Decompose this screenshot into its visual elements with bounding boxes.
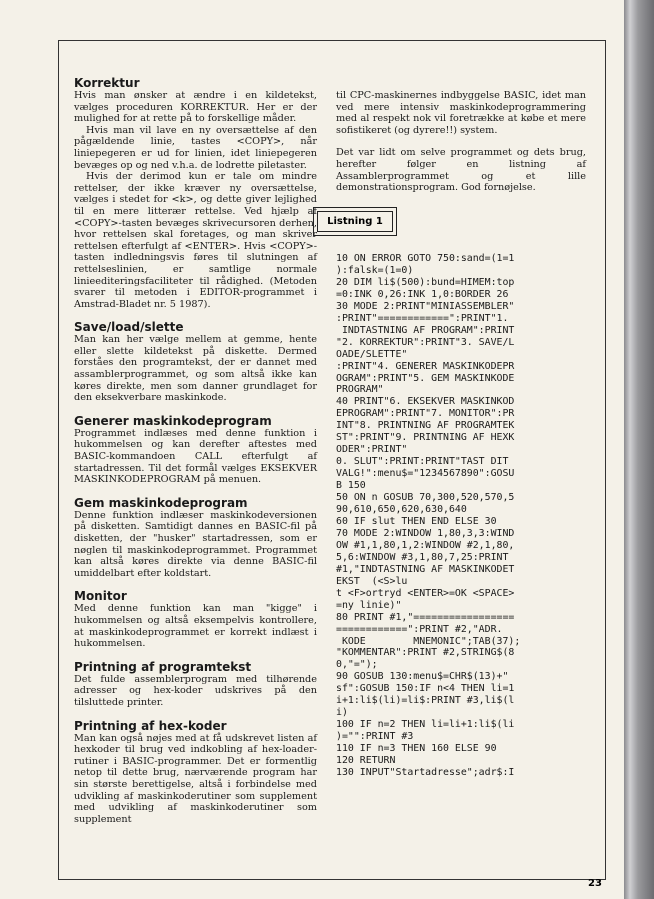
paragraph: Det fulde assemblerprogram med tilhørende adresser og hex-koder udskrives på den tilsluttede printer. bbox=[74, 673, 317, 708]
code-line: 110 IF n=3 THEN 160 ELSE 90 bbox=[336, 743, 497, 755]
paragraph: Det var lidt om selve programmet og dets brug, herefter følger en listning af Assamblerprogrammet og et lille demonstrationsprogram. God fornøjelse. bbox=[336, 147, 586, 194]
code-line: B 150 bbox=[336, 480, 366, 492]
code-line: 90 GOSUB 130:menu$=CHR$(13)+" bbox=[336, 671, 509, 683]
code-line: 130 INPUT"Startadresse";adr$:I bbox=[336, 766, 515, 778]
code-line: OW #1,1,80,1,2:WINDOW #2,1,80, bbox=[336, 539, 515, 551]
code-line: 40 PRINT"6. EKSEKVER MASKINKOD bbox=[336, 396, 515, 408]
section-heading: Generer maskinkodeprogram bbox=[74, 413, 272, 428]
code-line: OADE/SLETTE" bbox=[336, 348, 408, 360]
paragraph: Hvis man vil lave en ny oversættelse af den pågældende linie, tastes <COPY>, når liniepegeren er ud for linien, idet liniepegeren bevæges op og ned v.h.a. de lodrette piletaster. bbox=[74, 124, 317, 171]
code-line: INT"8. PRINTNING AF PROGRAMTEK bbox=[336, 420, 515, 432]
code-line: EPROGRAM":PRINT"7. MONITOR":PR bbox=[336, 408, 515, 420]
section-heading: Save/load/slette bbox=[74, 320, 184, 335]
code-line: 0,"="); bbox=[336, 659, 378, 671]
paragraph: Med denne funktion kan man "kigge" i hukommelsen og altså eksempelvis kontrollere, at maskinkodeprogrammet er korrekt indlæst i hukommelsen. bbox=[74, 603, 317, 650]
code-line: =ny linie)" bbox=[336, 599, 402, 611]
listing-title-box bbox=[313, 207, 397, 236]
code-line: 120 RETURN bbox=[336, 755, 396, 767]
code-line: 10 ON ERROR GOTO 750:sand=(1=1 bbox=[336, 253, 515, 264]
left-column bbox=[74, 76, 317, 835]
section-heading: Monitor bbox=[74, 589, 127, 604]
section-gem bbox=[74, 496, 317, 580]
code-line: 90,610,650,620,630,640 bbox=[336, 504, 467, 516]
code-line: "2. KORREKTUR":PRINT"3. SAVE/L bbox=[336, 336, 515, 348]
code-line: #1,"INDTASTNING AF MASKINKODET bbox=[336, 563, 515, 575]
paragraph: Hvis der derimod kun er tale om mindre rettelser, der ikke kræver ny oversættelse, vælges i stedet for <k>, og dette giver lejlighed til en mere litterær rettelse. Ved hjælp af <COPY>-tasten bevæges skrivecursoren derhen, hvor rettelsen skal foretages, og man skriver rettelsen efterfulgt af <ENTER>. Hvis <COPY>-tasten indledningsvis føres til slutningen af rettelseslinien, er samtlige normale linieediteringsfaciliteter til rådighed. (Metoden svarer til metoden i EDITOR-programmet i Amstrad-Bladet nr. 5 1987). bbox=[74, 171, 317, 310]
binding-edge bbox=[624, 0, 654, 899]
code-line: "KOMMENTAR":PRINT #2,STRING$(8 bbox=[336, 647, 515, 659]
section-print-hex bbox=[74, 719, 317, 826]
code-line: 80 PRINT #1,"================= bbox=[336, 611, 515, 623]
code-line: :PRINT"============":PRINT"1. bbox=[336, 312, 509, 324]
section-heading: Korrektur bbox=[74, 76, 140, 90]
code-line: ST":PRINT"9. PRINTNING AF HEXK bbox=[336, 432, 515, 444]
code-line: INDTASTNING AF PROGRAM":PRINT bbox=[336, 324, 515, 336]
code-line: i+1:li$(li)=li$:PRINT #3,li$(l bbox=[336, 695, 515, 707]
section-save-load bbox=[74, 320, 317, 404]
paragraph: Man kan også nøjes med at få udskrevet listen af hexkoder til brug ved indkobling af hex-loader-rutiner i BASIC-programmer. Det er formentlig netop til dette brug, nærværende program har sin største berettigelse, altså i forbindelse med udvikling af maskinkoderutiner som supplement med udvikling af maskinkoderutiner som supplement bbox=[74, 732, 317, 825]
code-line: sf":GOSUB 150:IF n<4 THEN li=1 bbox=[336, 683, 515, 695]
code-line: 60 IF slut THEN END ELSE 30 bbox=[336, 515, 497, 527]
code-line: :PRINT"4. GENERER MASKINKODEPR bbox=[336, 360, 515, 372]
section-korrektur bbox=[74, 76, 317, 310]
paragraph: Denne funktion indlæser maskinkodeversionen på disketten. Samtidigt dannes en BASIC-fil på disketten, der "husker" startadressen, som er nøglen til maskinkodeprogrammet. Programmet kan altså køres direkte via denne BASIC-fil umiddelbart efter koldstart. bbox=[74, 509, 317, 579]
code-line: KODE MNEMONIC";TAB(37); bbox=[336, 635, 521, 647]
section-generer bbox=[74, 414, 317, 486]
code-line: ============":PRINT #2,"ADR. bbox=[336, 623, 503, 635]
code-line: 50 ON n GOSUB 70,300,520,570,5 bbox=[336, 492, 515, 504]
code-line: t <F>ortryd <ENTER>=OK <SPACE> bbox=[336, 587, 515, 599]
section-heading: Printning af programtekst bbox=[74, 659, 252, 674]
code-line: ODER":PRINT" bbox=[336, 444, 408, 456]
section-monitor bbox=[74, 589, 317, 649]
code-line: 70 MODE 2:WINDOW 1,80,3,3:WIND bbox=[336, 527, 515, 539]
code-listing bbox=[336, 253, 596, 779]
section-heading: Gem maskinkodeprogram bbox=[74, 495, 248, 510]
page-number: 23 bbox=[588, 878, 602, 889]
paragraph: Programmet indlæses med denne funktion i hukommelsen og kan derefter aftestes med BASIC-kommandoen CALL efterfulgt af startadressen. Til det formål vælges EKSEKVER MASKINKODEPROGRAM på menuen. bbox=[74, 427, 317, 486]
code-line: i) bbox=[336, 707, 348, 719]
code-line: 100 IF n=2 THEN li=li+1:li$(li bbox=[336, 719, 515, 731]
code-line: 0. SLUT":PRINT:PRINT"TAST DIT bbox=[336, 456, 509, 468]
code-line: ):falsk=(1=0) bbox=[336, 264, 414, 276]
listing-title: Listning 1 bbox=[317, 211, 393, 232]
paragraph: til CPC-maskinernes indbyggelse BASIC, idet man ved mere intensiv maskinkodeprogrammering med al respekt nok vil foretrække at købe et mere sofistikeret (og dyrere!!) system. bbox=[336, 90, 586, 136]
code-line: 30 MODE 2:PRINT"MINIASSEMBLER" bbox=[336, 300, 515, 312]
code-line: VALG!":menu$="1234567890":GOSU bbox=[336, 468, 515, 480]
code-line: =0:INK 0,26:INK 1,0:BORDER 26 bbox=[336, 288, 509, 300]
right-column bbox=[336, 90, 586, 194]
section-print-program bbox=[74, 660, 317, 709]
code-line: OGRAM":PRINT"5. GEM MASKINKODE bbox=[336, 372, 515, 384]
code-line: 20 DIM li$(500):bund=HIMEM:top bbox=[336, 276, 515, 288]
section-heading: Printning af hex-koder bbox=[74, 718, 227, 733]
paragraph: Man kan her vælge mellem at gemme, hente eller slette kildetekst på diskette. Dermed forståes den programtekst, der er dannet med assamblerprogrammet, og som altså ikke kan køres direkte, men som danner grundlaget for den eksekverbare maskinkode. bbox=[74, 334, 317, 404]
paragraph: Hvis man ønsker at ændre i en kildetekst, vælges proceduren KORREKTUR. Her er der mulighed for at rette på to forskellige måder. bbox=[74, 90, 317, 125]
code-line: )="":PRINT #3 bbox=[336, 731, 414, 743]
code-line: 5,6:WINDOW #3,1,80,7,25:PRINT bbox=[336, 551, 509, 563]
code-line: PROGRAM" bbox=[336, 384, 384, 396]
code-line: EKST (<S>lu bbox=[336, 575, 408, 587]
